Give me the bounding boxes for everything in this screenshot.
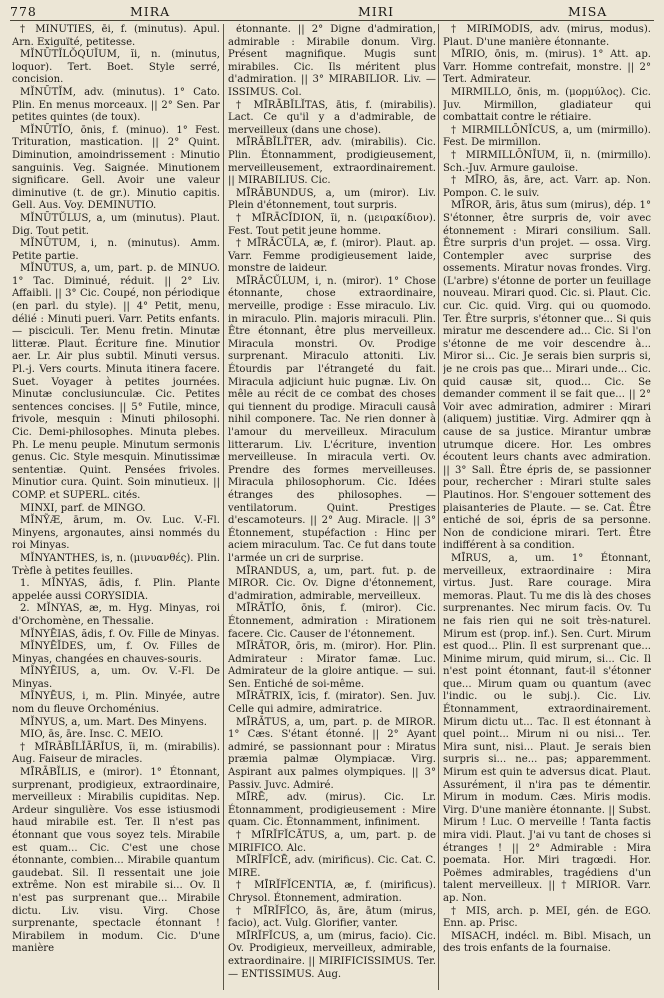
dictionary-entry: † MĪRĀCŬLA, æ, f. (miror). Plaut. ap. Varr. Femme prodigieusement laide, monstre de laideur.	[228, 238, 436, 275]
dictionary-entry: MĬNŪTUS, a, um, part. p. de MINUO. 1° Tac. Diminué, réduit. || 2° Liv. Affaibli. || 3° Cic. Coupé, non périodique (en parl. du style). || 4° Petit, menu, délié : Minuti pueri. Varr. Petits enfants. — pisciculi. Ter. Menu fretin. Minutæ litteræ. Plaut. Écriture fine. Minutior aer. Lr. Air plus subtil. Minuti versus. Pl.-j. Vers courts. Minuta itinera facere. Suet. Voyager à petites journées. Minutæ conclusiunculæ. Cic. Petites sentences concises. || 5° Futile, mince, frivole, mesquin : Minuti philosophi. Cic. Demi-philosophes. Minuta plebes. Ph. Le menu peuple. Minutum sermonis genus. Cic. Style mesquin. Minutissimæ sententiæ. Quint. Pensées frivoles. Minutior cura. Quint. Soin minutieux. || COMP. et SUPERL. cités.	[12, 263, 220, 501]
dictionary-entry: MĬNŪTĬM, adv. (minutus). 1° Cato. Plin. En menus morceaux. || 2° Sen. Par petites quintes (de toux).	[12, 86, 220, 124]
dictionary-entry: † MĪRO, ās, āre, act. Varr. ap. Non. Pompon. C. le suiv.	[443, 175, 651, 199]
dictionary-entry: MĬNYANTHES, is, n. (μινυανθές). Plin. Trèfle à petites feuilles.	[12, 552, 220, 577]
dictionary-entry: MĬNŪTĬO, ōnis, f. (minuo). 1° Fest. Trituration, mastication. || 2° Quint. Diminution, amoindrissement : Minutio sanguinis. Veg. Saignée. Minutionem significare. Gell. Avoir une valeur diminutive (t. de gr.). Minutio capitis. Gell. Aus. Voy. DEMINUTIO.	[12, 124, 220, 212]
dictionary-entry: MĪRĀTĬO, ōnis, f. (miror). Cic. Étonnement, admiration : Mirationem facere. Cic. Causer de l'étonnement.	[228, 603, 436, 640]
dictionary-entry: † MIRMILLŌNĬUM, ĭi, n. (mirmillo). Sch.-Juv. Armure gauloise.	[443, 149, 651, 174]
dictionary-entry: MĬNŪTŬLUS, a, um (minutus). Plaut. Dig. Tout petit.	[12, 212, 220, 237]
dictionary-entry: MĬNYĒĬDES, um, f. Ov. Filles de Minyas, changées en chauves-souris.	[12, 641, 220, 665]
dictionary-entry: † MIRMILLŌNĬCUS, a, um (mirmillo). Fest. De mirmillon.	[443, 124, 651, 149]
header-rule	[10, 20, 654, 21]
column-divider-2	[438, 24, 439, 990]
dictionary-entry: étonnante. || 2° Digne d'admiration, admirable : Mirabile donum. Virg. Présent magnifique. Mugis sunt mirabiles. Cic. Ils méritent plus d'admiration. || 3° MIRABILIOR. Liv. — ISSIMUS. Col.	[228, 24, 436, 98]
dictionary-entry: † MIS, arch. p. MEI, gén. de EGO. Enn. ap. Prisc.	[443, 905, 651, 930]
dictionary-entry: MĪRĀCŬLUM, i, n. (miror). 1° Chose étonnante, chose extraordinaire, merveille, prodige : Esse miraculo. Liv. in miraculo. Plin. majoris miraculi. Plin. Être étonnant, être plus merveilleux. Miracula monstri. Ov. Prodige surprenant. Miraculo attoniti. Liv. Étourdis par l'étrangeté du fait. Miracula adjiciunt huic pugnæ. Liv. On mêle au récit de ce combat des choses qui tiennent du prodige. Miraculi causâ nihil componere. Tac. Ne rien donner à l'amour du merveilleux. Miraculum litterarum. Liv. L'écriture, invention merveilleuse. In miracula verti. Ov. Prendre des formes merveilleuses. Miracula philosophorum. Cic. Idées étranges des philosophes. — ventilatorum. Quint. Prestiges d'escamoteurs. || 2° Aug. Miracle. || 3° Étonnement, stupéfaction : Hinc per aciem miraculum. Tac. Ce fut dans toute l'armée un cri de surprise.	[228, 275, 436, 564]
dictionary-entry: MIRMILLO, ōnis, m. (μορμύλος). Cic. Juv. Mirmillon, gladiateur qui combattait contre le rétiaire.	[443, 86, 651, 124]
guide-word-left: MIRA	[130, 4, 171, 19]
dictionary-entry: MĬNỸÆ, ārum, m. Ov. Luc. V.-Fl. Minyens, argonautes, ainsi nommés du roi Minyas.	[12, 515, 220, 552]
dictionary-entry: † MĪRĀBĬLĬĀRĬUS, ĭi, m. (mirabilis). Aug. Faiseur de miracles.	[12, 741, 220, 766]
dictionary-entry: MĬNYĒIAS, ădis, f. Ov. Fille de Minyas.	[20, 628, 220, 640]
dictionary-entry: MĪRĀTOR, ōris, m. (miror). Hor. Plin. Admirateur : Mirator famæ. Luc. Admirateur de la gloire antique. — sui. Sen. Entiché de soi-même.	[228, 641, 436, 690]
column-right	[443, 24, 651, 990]
dictionary-entry: MĪRIO, ōnis, m. (mirus). 1° Att. ap. Varr. Homme contrefait, monstre. || 2° Tert. Admirateur.	[443, 49, 651, 86]
dictionary-entry: † MĪRĀBĬLĬTAS, ātis, f. (mirabilis). Lact. Ce qu'il y a d'admirable, de merveilleux (dans une chose).	[228, 99, 436, 136]
dictionary-entry: MIO, ās, āre. Insc. C. MEIO.	[20, 729, 164, 741]
page-number: 778	[10, 4, 37, 19]
dictionary-entry: MĬNŪTUM, i, n. (minutus). Amm. Petite partie.	[12, 238, 220, 262]
column-middle	[228, 24, 436, 990]
dictionary-entry: MĪRĀTUS, a, um, part. p. de MIROR. 1° Cæs. S'étant étonné. || 2° Ayant admiré, se passionnant pour : Miratus præmia palmæ Olympiacæ. Virg. Aspirant aux palmes olympiques. || 3° Passiv. Juvc. Admiré.	[228, 716, 436, 791]
dictionary-entry: MINXI, parf. de MINGO.	[20, 502, 146, 514]
dictionary-entry: † MĪRĬFĬCĀTUS, a, um, part. p. de MIRIFICO. Alc.	[228, 830, 436, 854]
dictionary-entry: † MĪRĬFĬCO, ās, āre, ātum (mirus, facio), act. Vulg. Glorifier, vanter.	[228, 905, 436, 930]
column-left	[12, 24, 220, 990]
dictionary-entry: MĪRĀBĬLĬTER, adv. (mirabilis). Cic. Plin. Étonnamment, prodigieusement, merveilleusement, extraordinairement. || MIRABILIUS. Cic.	[228, 137, 436, 187]
column-divider-1	[223, 24, 224, 990]
dictionary-entry: MĬNYĒUS, i, m. Plin. Minyée, autre nom du fleuve Orchoménius.	[12, 691, 220, 716]
dictionary-entry: † MĬNŪTĬES, ēi, f. (minutus). Apul. Arn. Exiguïté, petitesse.	[12, 24, 220, 48]
dictionary-entry: † MĪRĬFĬCENTIA, æ, f. (mirificus). Chrysol. Étonnement, admiration.	[228, 880, 436, 904]
dictionary-entry: MĪRĬFĬCĒ, adv. (mirificus). Cic. Cat. C. MIRE.	[228, 855, 436, 879]
dictionary-entry: MĪRĬFĬCUS, a, um (mirus, facio). Cic. Ov. Prodigieux, merveilleux, admirable, extraordinaire. || MIRIFICISSIMUS. Ter. — ENTISSIMUS. Aug.	[228, 930, 436, 980]
dictionary-entry: MĪRĀBUNDUS, a, um (miror). Liv. Plein d'étonnement, tout surpris.	[228, 187, 436, 212]
dictionary-entry: MĪRANDUS, a, um, part. fut. p. de MIROR. Cic. Ov. Digne d'étonnement, d'admiration, admirable, merveilleux.	[228, 565, 436, 602]
dictionary-entry: MĪRĒ, adv. (mirus). Cic. Lr. Étonnamment, prodigieusement : Mire quam. Cic. Étonnamment, infiniment.	[228, 792, 436, 829]
dictionary-entry: MĬNYUS, a, um. Mart. Des Minyens.	[20, 716, 207, 728]
dictionary-entry: MISACH, indécl. m. Bibl. Misach, un des trois enfants de la fournaise.	[443, 930, 651, 955]
dictionary-entry: † MĪRĬMŌDIS, adv. (mirus, modus). Plaut. D'une manière étonnante.	[443, 24, 651, 48]
dictionary-entry: MĪRUS, a, um. 1° Étonnant, merveilleux, extraordinaire : Mira virtus. Just. Rare courage. Mira memoras. Plaut. Tu me dis là des choses surprenantes. Nec mirum facis. Ov. Tu ne fais rien qui ne soit très-naturel. Mirum est (prop. inf.). Sen. Curt. Mirum est quod... Plin. Il est surprenant que... Minime mirum, quid mirum, si... Cic. Il n'est point étonnant, faut-il s'étonner que... Mirum quam ou quantum (avec l'indic. ou le subj.). Cic. Liv. Étonnamment, extraordinairement. Mirum dictu ut... Tac. Il est étonnant à quel point... Mirum ni ou nisi... Ter. Mira sunt, nisi... Plaut. Je serais bien surpris si... ne... pas; apparemment. Mirum est quin te adversus dicat. Plaut. Assurément, il n'ira pas te démentir. Mirum in modum. Cæs. Miris modis. Virg. D'une manière étonnante. || Subst. Mirum ! Luc. O merveille ! Tanta factis mira vidi. Plaut. J'ai vu tant de choses si étranges ! || 2° Admirable : Mira poemata. Hor. Miri tragœdi. Hor. Poëmes admirables, tragédiens d'un talent merveilleux. || † MIRIOR. Varr. ap. Non.	[443, 552, 651, 904]
guide-word-right: MISA	[568, 4, 608, 19]
dictionary-entry: 1. MĬNYAS, ădis, f. Plin. Plante appelée aussi CORYSIDIA.	[12, 578, 220, 602]
dictionary-entry: MĬNŪTĬLŎQUĬUM, ĭi, n. (minutus, loquor). Tert. Boet. Style serré, concision.	[12, 49, 220, 86]
dictionary-entry: MĪRĀTRIX, īcis, f. (mirator). Sen. Juv. Celle qui admire, admiratrice.	[228, 691, 436, 716]
dictionary-entry: MĪRĀBĬLIS, e (miror). 1° Étonnant, surprenant, prodigieux, extraordinaire, merveilleux : Mirabilis cupiditas. Nep. Ardeur singulière. Vos esse istiusmodi haud mirabile est. Ter. Il n'est pas étonnant que vous soyez tels. Mirabile est quam... Cic. C'est une chose étonnante, combien... Mirabile quantum gaudebat. Sil. Il ressentait une joie extrême. Non est mirabile si... Ov. Il n'est pas surprenant que... Mirabile dictu. Liv. visu. Virg. Chose surprenante, spectacle étonnant ! Mirabilem in modum. Cic. D'une manière	[12, 767, 220, 955]
dictionary-entry: † MĪRĀCĬDION, ĭi, n. (μειρακίδιον). Fest. Tout petit jeune homme.	[228, 212, 436, 237]
dictionary-entry: MĪROR, āris, ātus sum (mirus), dép. 1° S'étonner, être surpris de, voir avec étonnement : Mirari consilium. Sall. Être surpris d'un projet. — ossa. Virg. Contempler avec surprise des ossements. Miratur novas frondes. Virg. (L'arbre) s'étonne de porter un feuillage nouveau. Mirari quod. Cic. si. Plaut. Cic. cur. Cic. quid. Virg. qui ou quomodo. Ter. Être surpris, s'étonner que... Si quis miratur me descendere ad... Cic. Si l'on s'étonne de me voir descendre à... Miror si... Cic. Je serais bien surpris si, je ne crois pas que... Mirari unde... Cic. quid causæ sit, quod... Cic. Se demander comment il se fait que... || 2° Voir avec admiration, admirer : Mirari (aliquem) justitiæ. Virg. Admirer qqn à cause de sa justice. Mirantur umbræ utrumque dicere. Hor. Les ombres écoutent leurs chants avec admiration. || 3° Sall. Être épris de, se passionner pour, rechercher : Mirari stulte sales Plautinos. Hor. S'engouer sottement des plaisanteries de Plaute. — se. Cat. Être entiché de soi, épris de sa personne. Non de condicione mirari. Tert. Être indifférent à sa condition.	[443, 200, 651, 552]
dictionary-entry: MĬNYĒIUS, a, um. Ov. V.-Fl. De Minyas.	[12, 666, 220, 690]
dictionary-entry: 2. MĬNYAS, æ, m. Hyg. Minyas, roi d'Orchomène, en Thessalie.	[12, 603, 220, 627]
guide-word-center: MIRI	[358, 4, 395, 19]
